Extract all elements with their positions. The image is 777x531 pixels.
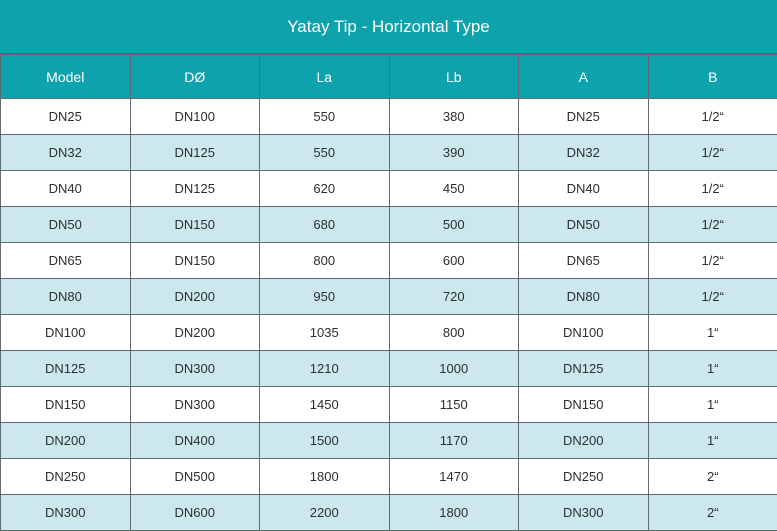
- cell-a: DN300: [519, 495, 649, 531]
- header-lb: Lb: [389, 55, 519, 99]
- cell-b: 1/2“: [648, 99, 777, 135]
- cell-la: 1500: [260, 423, 390, 459]
- cell-a: DN200: [519, 423, 649, 459]
- cell-model: DN150: [1, 387, 131, 423]
- cell-d: DN500: [130, 459, 260, 495]
- cell-a: DN250: [519, 459, 649, 495]
- cell-la: 950: [260, 279, 390, 315]
- cell-lb: 500: [389, 207, 519, 243]
- cell-la: 1800: [260, 459, 390, 495]
- cell-b: 1“: [648, 387, 777, 423]
- cell-b: 1“: [648, 351, 777, 387]
- cell-a: DN50: [519, 207, 649, 243]
- cell-model: DN65: [1, 243, 131, 279]
- cell-model: DN32: [1, 135, 131, 171]
- cell-model: DN80: [1, 279, 131, 315]
- cell-lb: 1000: [389, 351, 519, 387]
- cell-lb: 390: [389, 135, 519, 171]
- cell-b: 1“: [648, 423, 777, 459]
- header-d: DØ: [130, 55, 260, 99]
- table-row: [1, 351, 777, 387]
- cell-b: 1/2“: [648, 279, 777, 315]
- cell-d: DN600: [130, 495, 260, 531]
- table-row: [1, 99, 777, 135]
- cell-model: DN25: [1, 99, 131, 135]
- header-b: B: [648, 55, 777, 99]
- cell-a: DN80: [519, 279, 649, 315]
- cell-b: 2“: [648, 459, 777, 495]
- table-title: Yatay Tip - Horizontal Type: [0, 0, 777, 54]
- cell-d: DN150: [130, 207, 260, 243]
- table-row: [1, 495, 777, 531]
- table-row: [1, 171, 777, 207]
- cell-a: DN65: [519, 243, 649, 279]
- cell-a: DN25: [519, 99, 649, 135]
- cell-d: DN150: [130, 243, 260, 279]
- cell-d: DN200: [130, 315, 260, 351]
- cell-model: DN125: [1, 351, 131, 387]
- cell-lb: 720: [389, 279, 519, 315]
- header-la: La: [260, 55, 390, 99]
- cell-d: DN125: [130, 135, 260, 171]
- cell-model: DN250: [1, 459, 131, 495]
- cell-lb: 1470: [389, 459, 519, 495]
- cell-lb: 600: [389, 243, 519, 279]
- header-row: [1, 55, 777, 99]
- cell-lb: 800: [389, 315, 519, 351]
- cell-la: 550: [260, 99, 390, 135]
- table-body: [1, 99, 777, 531]
- cell-a: DN150: [519, 387, 649, 423]
- table-row: [1, 243, 777, 279]
- header-model: Model: [1, 55, 131, 99]
- cell-model: DN100: [1, 315, 131, 351]
- cell-d: DN200: [130, 279, 260, 315]
- cell-a: DN32: [519, 135, 649, 171]
- table-row: [1, 207, 777, 243]
- cell-a: DN100: [519, 315, 649, 351]
- table-row: [1, 315, 777, 351]
- cell-model: DN200: [1, 423, 131, 459]
- cell-d: DN400: [130, 423, 260, 459]
- cell-d: DN300: [130, 387, 260, 423]
- cell-la: 620: [260, 171, 390, 207]
- cell-lb: 1150: [389, 387, 519, 423]
- cell-b: 2“: [648, 495, 777, 531]
- cell-b: 1/2“: [648, 135, 777, 171]
- cell-model: DN40: [1, 171, 131, 207]
- cell-b: 1“: [648, 315, 777, 351]
- cell-a: DN125: [519, 351, 649, 387]
- cell-b: 1/2“: [648, 207, 777, 243]
- table-row: [1, 135, 777, 171]
- cell-la: 680: [260, 207, 390, 243]
- spec-table: [0, 54, 777, 531]
- cell-la: 1035: [260, 315, 390, 351]
- cell-la: 1450: [260, 387, 390, 423]
- cell-lb: 450: [389, 171, 519, 207]
- cell-lb: 380: [389, 99, 519, 135]
- cell-d: DN125: [130, 171, 260, 207]
- cell-model: DN50: [1, 207, 131, 243]
- table-row: [1, 459, 777, 495]
- cell-la: 800: [260, 243, 390, 279]
- table-row: [1, 423, 777, 459]
- cell-b: 1/2“: [648, 171, 777, 207]
- cell-a: DN40: [519, 171, 649, 207]
- cell-d: DN300: [130, 351, 260, 387]
- table-row: [1, 387, 777, 423]
- cell-model: DN300: [1, 495, 131, 531]
- table-row: [1, 279, 777, 315]
- cell-la: 550: [260, 135, 390, 171]
- cell-la: 1210: [260, 351, 390, 387]
- cell-la: 2200: [260, 495, 390, 531]
- header-a: A: [519, 55, 649, 99]
- cell-lb: 1170: [389, 423, 519, 459]
- cell-d: DN100: [130, 99, 260, 135]
- cell-lb: 1800: [389, 495, 519, 531]
- cell-b: 1/2“: [648, 243, 777, 279]
